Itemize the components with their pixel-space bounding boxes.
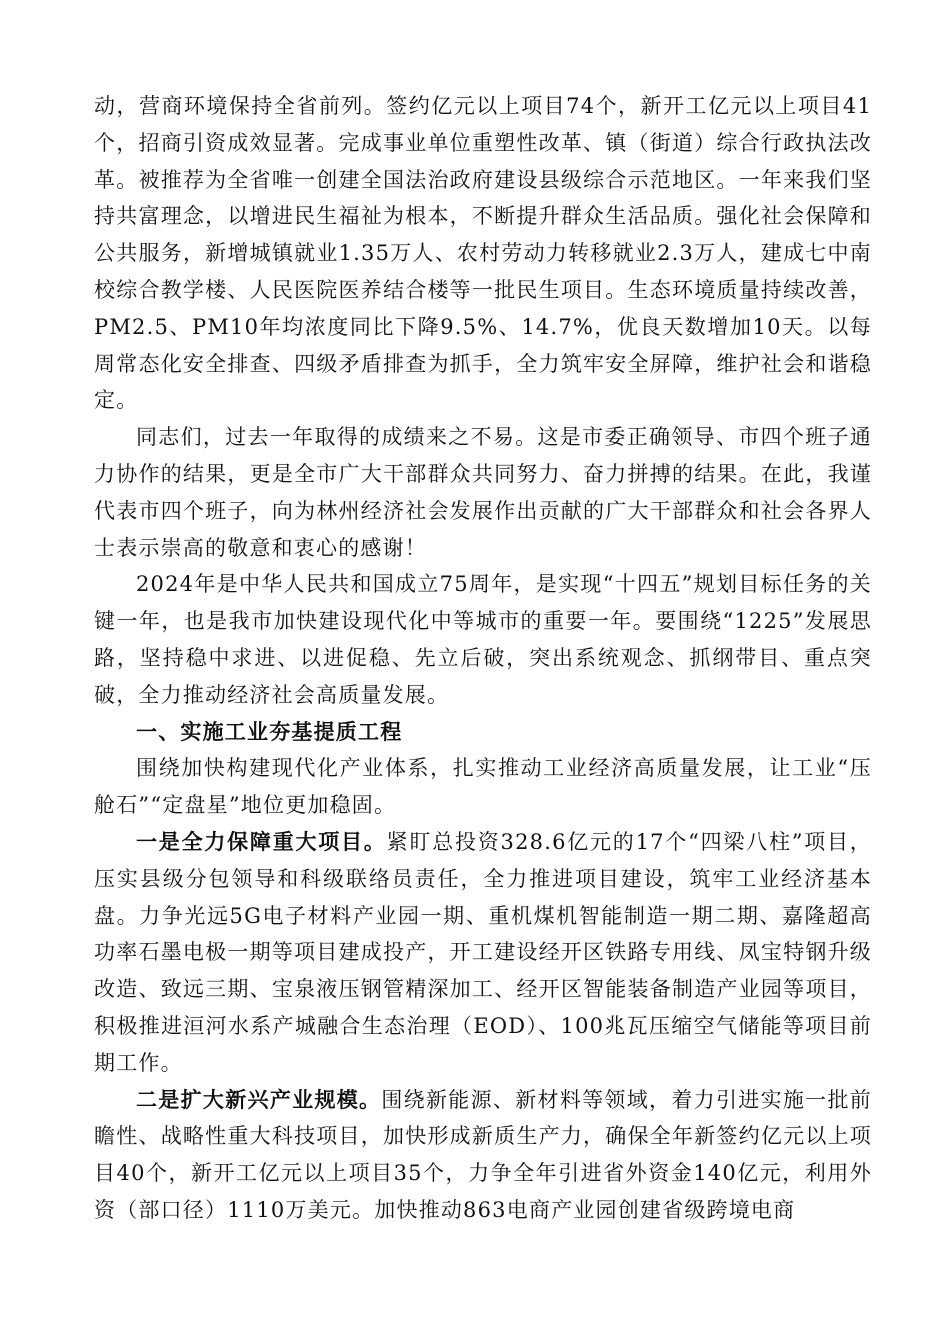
item-major-projects: [94, 824, 872, 1082]
item-lead: 一是全力保障重大项目。: [136, 829, 387, 854]
paragraph-thanks: 同志们，过去一年取得的成绩来之不易。这是市委正确领导、市四个班子通力协作的结果，更是全市广大干部群众共同努力、奋力拼搏的结果。在此，我谨代表市四个班子，向为林州经济社会发展作出贡献的广大干部群众和社会各界人士表示崇高的敬意和衷心的感谢！: [94, 425, 872, 560]
section-heading: 一、实施工业夯基提质工程: [136, 719, 403, 744]
item-lead: 二是扩大新兴产业规模。: [136, 1087, 382, 1112]
paragraph-2024-outlook: 2024年是中华人民共和国成立75周年，是实现“十四五”规划目标任务的关键一年，也是我市加快建设现代化中等城市的重要一年。要围绕“1225”发展思路，坚持稳中求进、以进促稳、先立后破，突出系统观念、抓纲带目、重点突破，全力推动经济社会高质量发展。: [94, 572, 872, 707]
section-intro: 围绕加快构建现代化产业体系，扎实推动工业经济高质量发展，让工业“压舱石”“定盘星”地位更加稳固。: [94, 756, 872, 818]
item-body: 紧盯总投资328.6亿元的17个“四梁八柱”项目，压实县级分包领导和科级联络员责任，全力推进项目建设，筑牢工业经济基本盘。力争光远5G电子材料产业园一期、重机煤机智能制造一期二期、嘉隆超高功率石墨电极一期等项目建成投产，开工建设经开区铁路专用线、凤宝特钢升级改造、致远三期、宝泉液压钢管精深加工、经开区智能装备制造产业园等项目，积极推进洹河水系产城融合生态治理（EOD）、100兆瓦压缩空气储能等项目前期工作。: [94, 829, 873, 1075]
document-page: [94, 88, 872, 1229]
paragraph-achievements: 动，营商环境保持全省前列。签约亿元以上项目74个，新开工亿元以上项目41个，招商引资成效显著。完成事业单位重塑性改革、镇（街道）综合行政执法改革。被推荐为全省唯一创建全国法治政府建设县级综合示范地区。一年来我们坚持共富理念，以增进民生福祉为根本，不断提升群众生活品质。强化社会保障和公共服务，新增城镇就业1.35万人、农村劳动力转移就业2.3万人，建成七中南校综合教学楼、人民医院医养结合楼等一批民生项目。生态环境质量持续改善，PM2.5、PM10年均浓度同比下降9.5%、14.7%，优良天数增加10天。以每周常态化安全排查、四级矛盾排查为抓手，全力筑牢安全屏障，维护社会和谐稳定。: [94, 94, 872, 413]
item-body: 围绕新能源、新材料等领域，着力引进实施一批前瞻性、战略性重大科技项目，加快形成新质生产力，确保全年新签约亿元以上项目40个，新开工亿元以上项目35个，力争全年引进省外资金140亿元，利用外资（部口径）1110万美元。加快推动863电商产业园创建省级跨境电商: [94, 1087, 872, 1222]
item-emerging-industries: [94, 1082, 872, 1229]
